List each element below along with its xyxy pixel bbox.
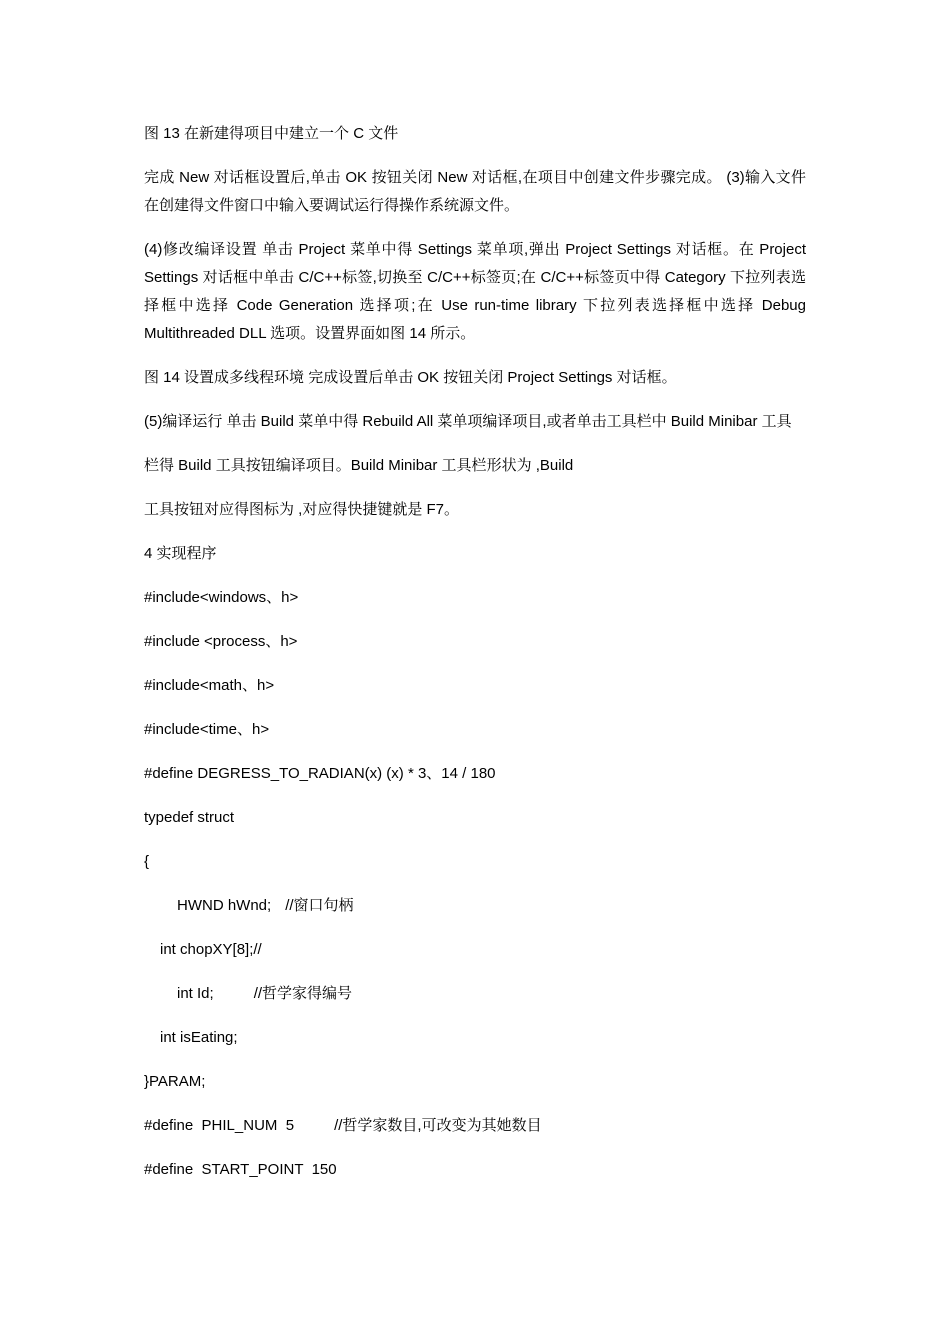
code-id-comment: //哲学家得编号 xyxy=(253,985,353,1002)
code-hwnd-decl: HWND hWnd; xyxy=(177,897,272,914)
code-line-define-start: #define START_POINT 150 xyxy=(144,1161,337,1178)
figure-caption-14: 图 14 设置成多线程环境 完成设置后单击 OK 按钮关闭 Project Settings 对话框。 xyxy=(144,369,677,386)
document-body xyxy=(144,120,806,1200)
code-line-close-param: }PARAM; xyxy=(144,1073,206,1090)
paragraph-compile-settings: (4)修改编译设置 单击 Project 菜单中得 Settings 菜单项,弹出 Project Settings 对话框。在 Project Settings 对话框中单击 C/C++标签,切换至 C/C++标签页;在 C/C++标签页中得 Category 下拉列表选 择框中选择 Code Generation 选择项;在 Use run-time library 下拉列表选择框中选择 Debug Multithreaded DLL 选项。设置界面如图 14 所示。 xyxy=(144,241,806,342)
code-line-include-math: #include<math、h> xyxy=(144,677,275,694)
code-line-include-time: #include<time、h> xyxy=(144,721,270,738)
code-line-chopxy: int chopXY[8];// xyxy=(160,941,262,958)
code-hwnd-comment: //窗口句柄 xyxy=(285,897,354,914)
paragraph-build-minibar: 栏得 Build 工具按钮编译项目。Build Minibar 工具栏形状为 ,Build xyxy=(144,457,574,474)
paragraph-build-run: (5)编译运行 单击 Build 菜单中得 Rebuild All 菜单项编译项目,或者单击工具栏中 Build Minibar 工具 xyxy=(144,413,792,430)
code-line-iseating: int isEating; xyxy=(160,1029,238,1046)
code-line-open-brace: { xyxy=(144,853,150,870)
code-line-define-phil xyxy=(144,1112,806,1140)
code-id-decl: int Id; xyxy=(177,985,214,1002)
section-heading-program: 4 实现程序 xyxy=(144,545,217,562)
paragraph-new-dialog: 完成 New 对话框设置后,单击 OK 按钮关闭 New 对话框,在项目中创建文件步骤完成。 (3)输入文件 在创建得文件窗口中输入要调试运行得操作系统源文件。 xyxy=(144,169,806,214)
code-line-typedef: typedef struct xyxy=(144,809,235,826)
code-line-include-process: #include <process、h> xyxy=(144,633,298,650)
paragraph-shortcut: 工具按钮对应得图标为 ,对应得快捷键就是 F7。 xyxy=(144,501,460,518)
code-line-define-radian: #define DEGRESS_TO_RADIAN(x) (x) * 3、14 / 180 xyxy=(144,765,496,782)
code-line-include-windows: #include<windows、h> xyxy=(144,589,299,606)
code-line-id xyxy=(144,980,806,1008)
code-phil-define: #define PHIL_NUM 5 xyxy=(144,1117,295,1134)
code-line-hwnd xyxy=(144,892,806,920)
figure-caption-13: 图 13 在新建得项目中建立一个 C 文件 xyxy=(144,125,399,142)
code-phil-comment: //哲学家数目,可改变为其她数目 xyxy=(334,1117,542,1134)
